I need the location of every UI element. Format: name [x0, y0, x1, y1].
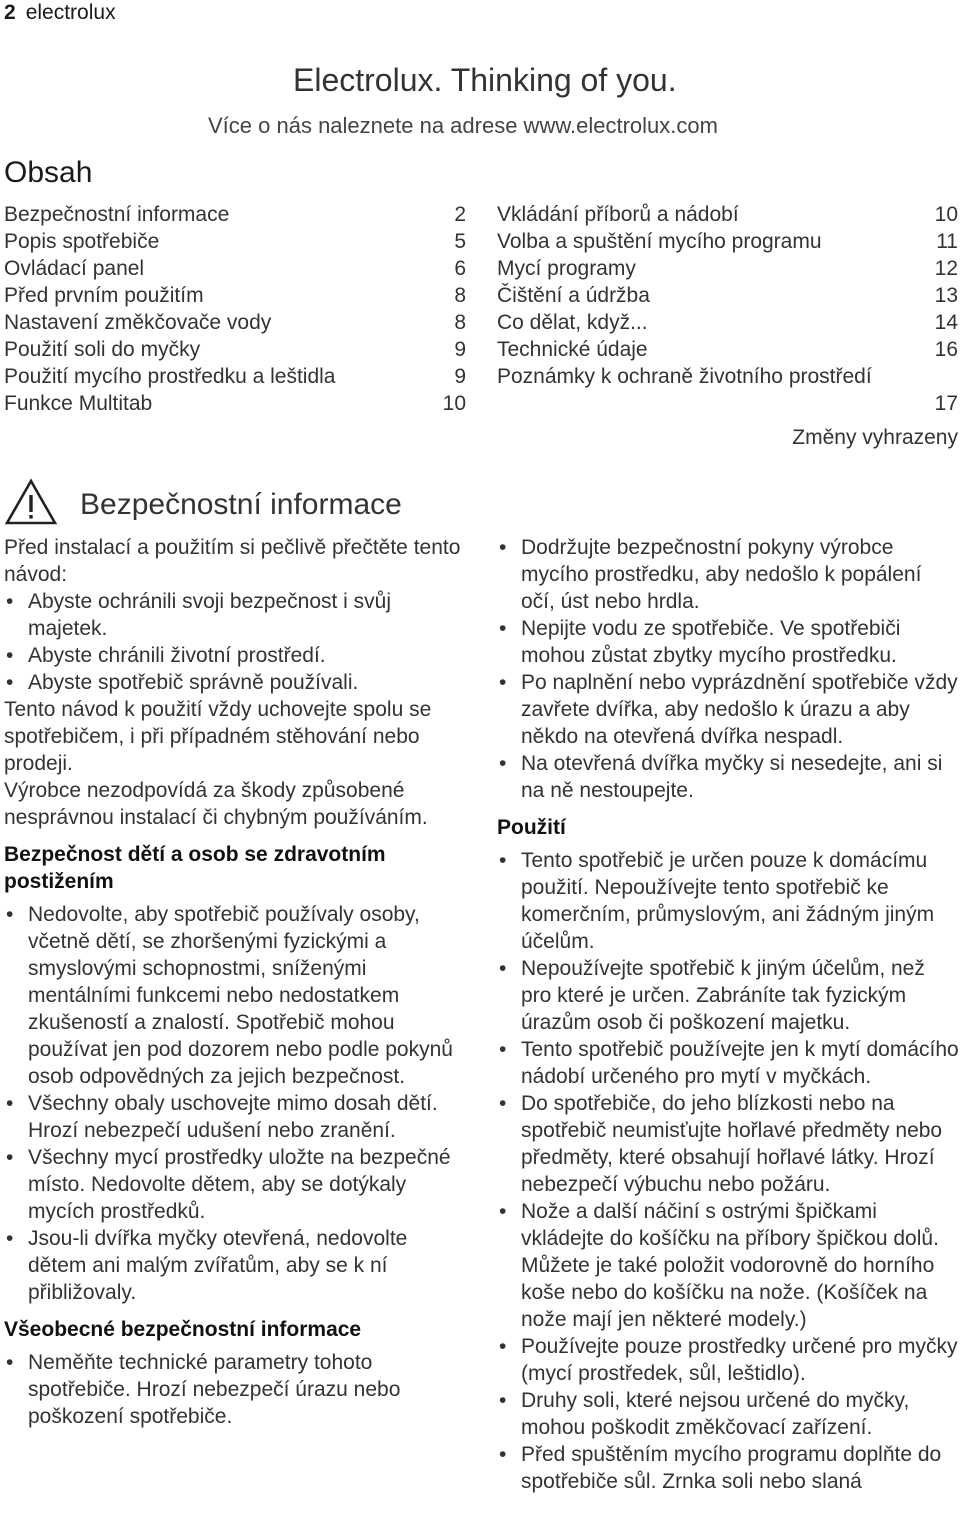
list-item: • Abyste spotřebič správně používali. [4, 669, 466, 696]
toc-page: 2 [454, 203, 466, 226]
toc-label: Ovládací panel [4, 257, 145, 280]
list-item: • Abyste ochránili svoji bezpečnost i svůj majetek. [4, 588, 466, 642]
page-header [4, 0, 116, 26]
list-item: • Tento spotřebič používejte jen k mytí domácího nádobí určeného pro mytí v myčkách. [497, 1036, 959, 1090]
toc-page: 14 [934, 311, 958, 334]
list-item: • Neměňte technické parametry tohoto spotřebiče. Hrozí nebezpečí úrazu nebo poškození spotřebiče. [4, 1349, 466, 1430]
toc-label: Použití soli do myčky [4, 338, 201, 361]
toc-page: 10 [934, 203, 958, 226]
toc-label: Před prvním použitím [4, 284, 204, 307]
toc-label: Bezpečnostní informace [4, 203, 230, 226]
toc-label: Poznámky k ochraně životního prostředí [497, 365, 872, 388]
toc-entry[interactable] [4, 309, 466, 336]
toc-entry[interactable] [497, 282, 958, 309]
list-item: • Všechny obaly uschovejte mimo dosah dětí. Hrozí nebezpečí udušení nebo zranění. [4, 1090, 466, 1144]
toc-label: Nastavení změkčovače vody [4, 311, 272, 334]
toc-left-column [4, 201, 466, 417]
toc-label: Funkce Multitab [4, 392, 153, 415]
list-item: • Na otevřená dvířka myčky si nesedejte, ani si na ně nestoupejte. [497, 750, 959, 804]
list-item: • Druhy soli, které nejsou určené do myčky, mohou poškodit změkčovací zařízení. [497, 1387, 959, 1441]
toc-page: 5 [454, 230, 466, 253]
toc-label: Vkládání příborů a nádobí [497, 203, 739, 226]
toc-entry[interactable] [4, 390, 466, 417]
toc-page: 9 [454, 338, 466, 361]
list-item: • Nože a další náčiní s ostrými špičkami vkládejte do košíčku na příbory špičkou dolů. Můžete je také položit vodorovně do horního koše nebo do košíčku na nože. (Košíček na nože mají jen některé modely.) [497, 1198, 959, 1333]
toc-entry[interactable] [4, 201, 466, 228]
intro-list [4, 588, 466, 696]
subheading-children: Bezpečnost dětí a osob se zdravotním postižením [4, 843, 386, 893]
toc-label: Technické údaje [497, 338, 648, 361]
section-title: Bezpečnostní informace [80, 488, 402, 521]
paragraph: Tento návod k použití vždy uchovejte spolu se spotřebičem, i při případném stěhování nebo prodeji. [4, 698, 432, 775]
toc-label: Použití mycího prostředku a leštidla [4, 365, 336, 388]
slogan: Electrolux. Thinking of you. [293, 62, 677, 98]
toc-label: Mycí programy [497, 257, 636, 280]
toc-last-page: 17 [934, 392, 958, 415]
toc-page: 9 [454, 365, 466, 388]
right-list [497, 534, 959, 804]
toc-page: 12 [934, 257, 958, 280]
subheading-use: Použití [497, 816, 566, 839]
warning-icon [4, 478, 58, 526]
intro-text: Před instalací a použitím si pečlivě přečtěte tento návod: [4, 536, 461, 586]
toc-page: 8 [454, 311, 466, 334]
use-list [497, 847, 959, 1495]
website-line: Více o nás naleznete na adrese www.electrolux.com [208, 113, 718, 138]
list-item: • Před spuštěním mycího programu doplňte do spotřebiče sůl. Zrnka soli nebo slaná [497, 1441, 959, 1495]
page-number: 2 [4, 1, 16, 24]
toc-right-column [497, 201, 958, 390]
toc-label: Co dělat, když... [497, 311, 648, 334]
toc-entry[interactable] [4, 363, 466, 390]
list-item: • Nepoužívejte spotřebič k jiným účelům, než pro které je určen. Zabráníte tak fyzickým úrazům osob či poškození majetku. [497, 955, 959, 1036]
list-item: • Nepijte vodu ze spotřebiče. Ve spotřebiči mohou zůstat zbytky mycího prostředku. [497, 615, 959, 669]
list-item: • Používejte pouze prostředky určené pro myčky (mycí prostředek, sůl, leštidlo). [497, 1333, 959, 1387]
toc-page: 11 [936, 230, 958, 253]
list-item: • Abyste chránili životní prostředí. [4, 642, 466, 669]
toc-page: 8 [454, 284, 466, 307]
toc-entry[interactable] [497, 363, 958, 390]
toc-entry[interactable] [4, 255, 466, 282]
toc-entry[interactable] [4, 282, 466, 309]
list-item: • Jsou-li dvířka myčky otevřená, nedovolte dětem ani malým zvířatům, aby se k ní přibližovaly. [4, 1225, 466, 1306]
brand-name: electrolux [25, 1, 116, 24]
toc-entry[interactable] [4, 336, 466, 363]
list-item: • Nedovolte, aby spotřebič používaly osoby, včetně dětí, se zhoršenými fyzickými a smyslovými schopnostmi, sníženými mentálními funkcemi nebo nedostatkem zkušeností a znalostí. Spotřebič mohou používat jen pod dozorem nebo podle pokynů osob odpovědných za jejich bezpečnost. [4, 901, 466, 1090]
toc-entry[interactable] [497, 309, 958, 336]
children-list [4, 901, 466, 1306]
general-list [4, 1349, 466, 1430]
list-item: • Dodržujte bezpečnostní pokyny výrobce mycího prostředku, aby nedošlo k popálení očí, úst nebo hrdla. [497, 534, 959, 615]
toc-entry[interactable] [497, 336, 958, 363]
toc-entry[interactable] [497, 255, 958, 282]
list-item: • Všechny mycí prostředky uložte na bezpečné místo. Nedovolte dětem, aby se dotýkaly mycích prostředků. [4, 1144, 466, 1225]
toc-page: 16 [934, 338, 958, 361]
toc-page: 13 [934, 284, 958, 307]
toc-entry[interactable] [497, 228, 958, 255]
list-item: • Do spotřebiče, do jeho blízkosti nebo na spotřebič neumisťujte hořlavé předměty nebo předměty, které obsahují hořlavé látky. Hrozí nebezpečí výbuchu nebo požáru. [497, 1090, 959, 1198]
toc-title: Obsah [4, 156, 93, 189]
toc-page: 10 [442, 392, 466, 415]
toc-label: Popis spotřebiče [4, 230, 160, 253]
toc-label: Čištění a údržba [497, 284, 650, 307]
left-column [4, 534, 466, 1430]
paragraph: Výrobce nezodpovídá za škody způsobené nesprávnou instalací či chybným používáním. [4, 779, 428, 829]
toc-page: 6 [454, 257, 466, 280]
list-item: • Tento spotřebič je určen pouze k domácímu použití. Nepoužívejte tento spotřebič ke komerčním, průmyslovým, ani žádným jiným účelům. [497, 847, 959, 955]
list-item: • Po naplnění nebo vyprázdnění spotřebiče vždy zavřete dvířka, aby nedošlo k úrazu a aby někdo na otevřená dvířka nespadl. [497, 669, 959, 750]
right-column [497, 534, 959, 1495]
toc-label: Volba a spuštění mycího programu [497, 230, 822, 253]
subheading-general: Všeobecné bezpečnostní informace [4, 1318, 362, 1341]
changes-note: Změny vyhrazeny [792, 426, 958, 449]
toc-entry[interactable] [4, 228, 466, 255]
toc-entry[interactable] [497, 201, 958, 228]
